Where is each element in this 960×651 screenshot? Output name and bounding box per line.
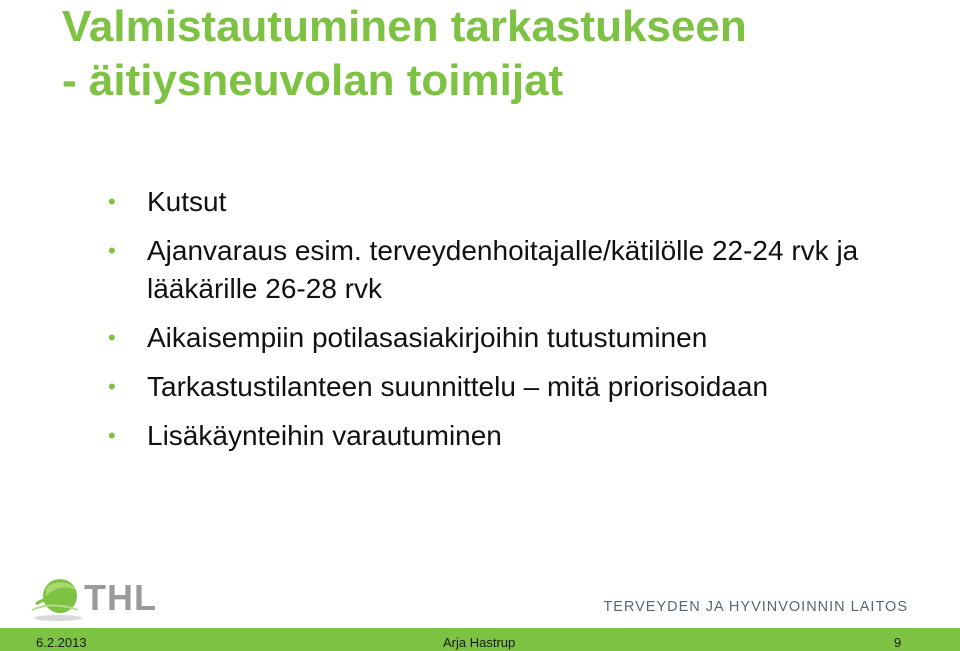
bullet-dot: • (108, 423, 116, 448)
bullet-dot: • (108, 325, 116, 350)
slide-title-line-1: Valmistautuminen tarkastukseen (62, 2, 747, 51)
bullet-list (105, 183, 905, 466)
bullet-text: Tarkastustilanteen suunnittelu – mitä priorisoidaan (147, 371, 769, 402)
bullet-item (105, 232, 905, 308)
logo-wordmark: THL (84, 577, 157, 618)
footer-page-number: 9 (894, 635, 902, 650)
slide-title (62, 0, 942, 108)
bullet-item (105, 368, 905, 406)
footer-date: 6.2.2013 (36, 635, 87, 650)
bullet-text: Kutsut (147, 186, 227, 217)
footer-author: Arja Hastrup (443, 635, 516, 650)
slide-title-line-2: - äitiysneuvolan toimijat (62, 56, 564, 105)
bullet-dot: • (108, 238, 116, 263)
bullet-item (105, 319, 905, 357)
footer-bar (0, 628, 960, 651)
bullet-item (105, 183, 905, 221)
institute-name: TERVEYDEN JA HYVINVOINNIN LAITOS (603, 599, 908, 615)
bullet-dot: • (108, 189, 116, 214)
bullet-dot: • (108, 374, 116, 399)
bullet-text: Ajanvaraus esim. terveydenhoitajalle/kätilölle 22-24 rvk ja lääkärille 26-28 rvk (147, 235, 859, 304)
bullet-text: Lisäkäynteihin varautuminen (147, 420, 502, 451)
bullet-item (105, 417, 905, 455)
bullet-text: Aikaisempiin potilasasiakirjoihin tutustuminen (147, 322, 708, 353)
